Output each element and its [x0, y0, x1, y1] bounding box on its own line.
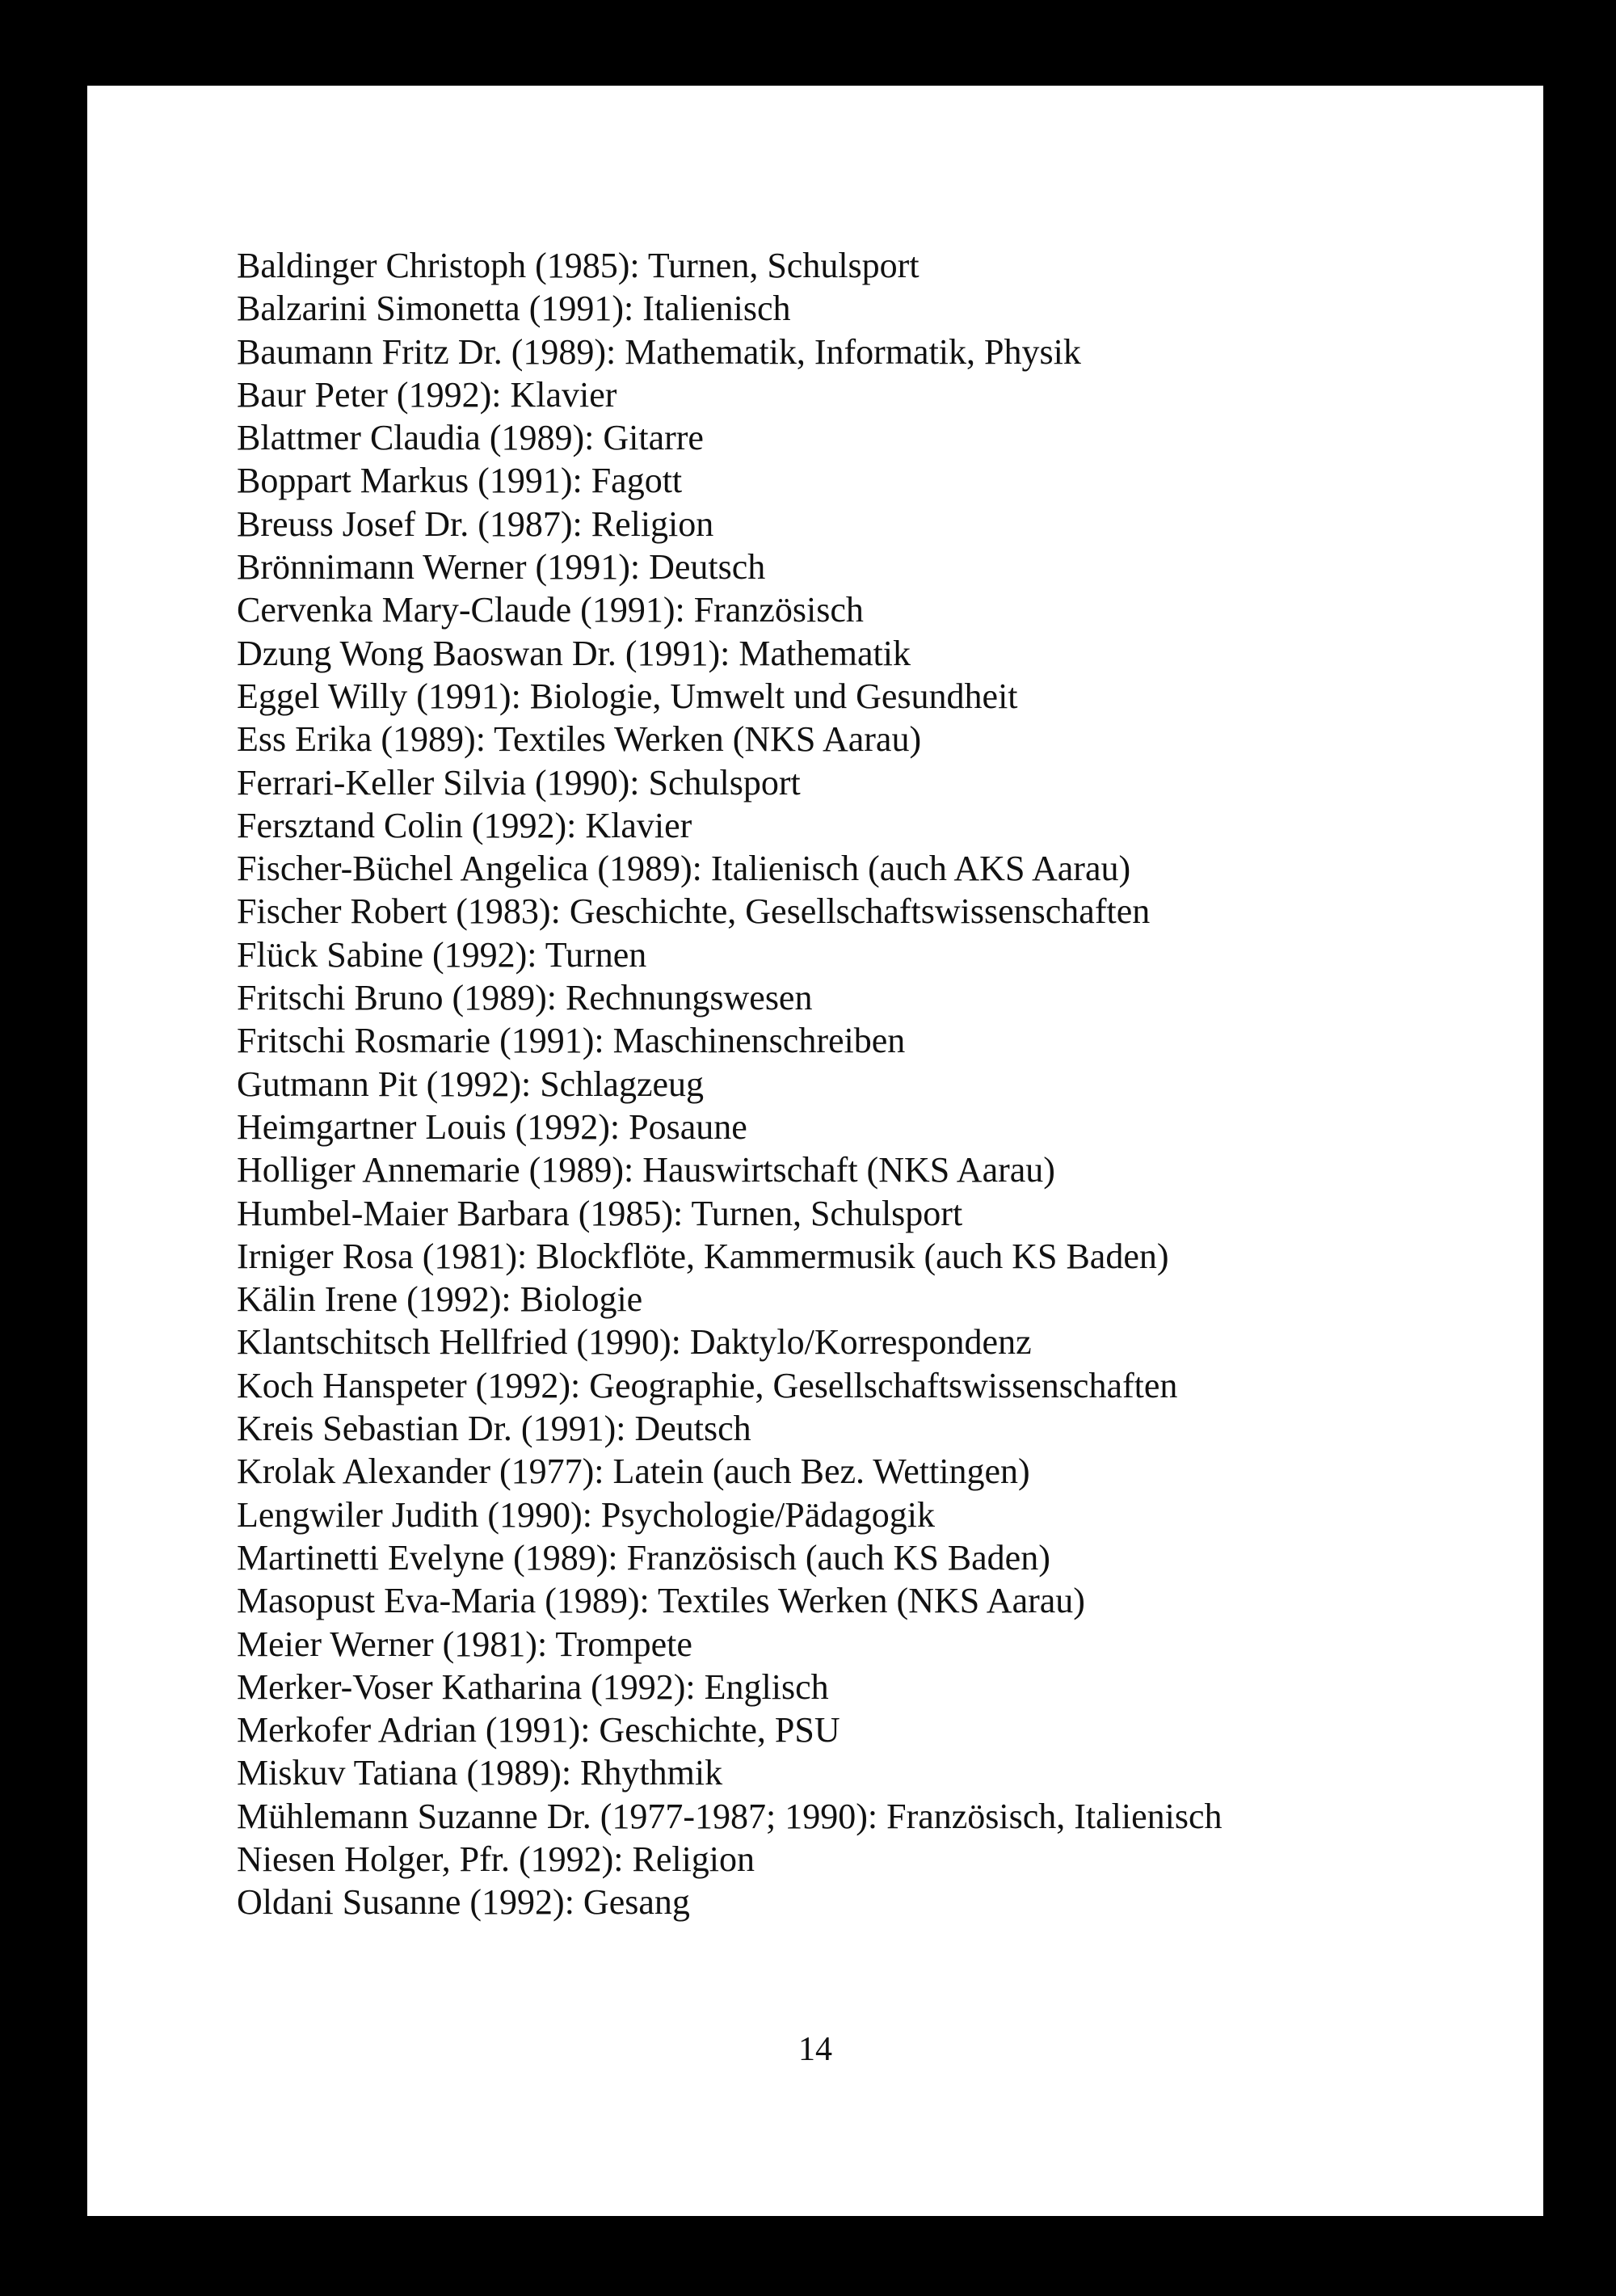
- list-item: Holliger Annemarie (1989): Hauswirtschaft (NKS Aarau): [237, 1150, 1055, 1190]
- list-item: Humbel-Maier Barbara (1985): Turnen, Schulsport: [237, 1193, 963, 1233]
- list-item: Fischer Robert (1983): Geschichte, Gesellschaftswissenschaften: [237, 891, 1151, 932]
- list-item: Dzung Wong Baoswan Dr. (1991): Mathematik: [237, 633, 911, 673]
- list-item: Irniger Rosa (1981): Blockflöte, Kammermusik (auch KS Baden): [237, 1236, 1169, 1276]
- list-item: Koch Hanspeter (1992): Geographie, Gesellschaftswissenschaften: [237, 1365, 1178, 1405]
- list-item: Kreis Sebastian Dr. (1991): Deutsch: [237, 1409, 751, 1449]
- list-item: Baumann Fritz Dr. (1989): Mathematik, Informatik, Physik: [237, 331, 1081, 372]
- list-item: Fritschi Rosmarie (1991): Maschinenschreiben: [237, 1021, 906, 1061]
- list-item: Ferrari-Keller Silvia (1990): Schulsport: [237, 762, 801, 803]
- list-item: Mühlemann Suzanne Dr. (1977-1987; 1990): Französisch, Italienisch: [237, 1796, 1223, 1836]
- list-item: Niesen Holger, Pfr. (1992): Religion: [237, 1839, 755, 1879]
- list-item: Heimgartner Louis (1992): Posaune: [237, 1106, 747, 1147]
- list-item: Miskuv Tatiana (1989): Rhythmik: [237, 1753, 723, 1793]
- list-item: Ess Erika (1989): Textiles Werken (NKS Aarau): [237, 719, 922, 760]
- list-item: Baur Peter (1992): Klavier: [237, 374, 617, 415]
- list-item: Breuss Josef Dr. (1987): Religion: [237, 503, 714, 544]
- list-item: Blattmer Claudia (1989): Gitarre: [237, 418, 704, 458]
- list-item: Baldinger Christoph (1985): Turnen, Schulsport: [237, 246, 920, 285]
- list-item: Merkofer Adrian (1991): Geschichte, PSU: [237, 1710, 840, 1750]
- list-item: Cervenka Mary-Claude (1991): Französisch: [237, 590, 864, 630]
- list-item: Fersztand Colin (1992): Klavier: [237, 805, 692, 845]
- list-item: Eggel Willy (1991): Biologie, Umwelt und Gesundheit: [237, 676, 1018, 716]
- list-item: Masopust Eva-Maria (1989): Textiles Werken (NKS Aarau): [237, 1581, 1085, 1621]
- list-item: Krolak Alexander (1977): Latein (auch Bez. Wettingen): [237, 1451, 1030, 1492]
- list-item: Brönnimann Werner (1991): Deutsch: [237, 547, 766, 588]
- document-page: [87, 86, 1543, 2216]
- list-item: Oldani Susanne (1992): Gesang: [237, 1882, 690, 1923]
- list-item: Flück Sabine (1992): Turnen: [237, 934, 647, 975]
- list-item: Meier Werner (1981): Trompete: [237, 1624, 692, 1664]
- list-item: Fischer-Büchel Angelica (1989): Italienisch (auch AKS Aarau): [237, 849, 1131, 889]
- list-item: Klantschitsch Hellfried (1990): Daktylo/Korrespondenz: [237, 1322, 1032, 1363]
- list-item: Kälin Irene (1992): Biologie: [237, 1279, 643, 1320]
- page-number: 14: [798, 2031, 832, 2068]
- list-item: Merker-Voser Katharina (1992): Englisch: [237, 1666, 829, 1707]
- list-item: Lengwiler Judith (1990): Psychologie/Pädagogik: [237, 1494, 935, 1535]
- teacher-list: [237, 244, 1497, 1924]
- list-item: Gutmann Pit (1992): Schlagzeug: [237, 1064, 705, 1104]
- list-item: Boppart Markus (1991): Fagott: [237, 461, 683, 501]
- list-item: Martinetti Evelyne (1989): Französisch (auch KS Baden): [237, 1537, 1050, 1578]
- list-item: Fritschi Bruno (1989): Rechnungswesen: [237, 978, 813, 1018]
- list-item: Balzarini Simonetta (1991): Italienisch: [237, 289, 791, 329]
